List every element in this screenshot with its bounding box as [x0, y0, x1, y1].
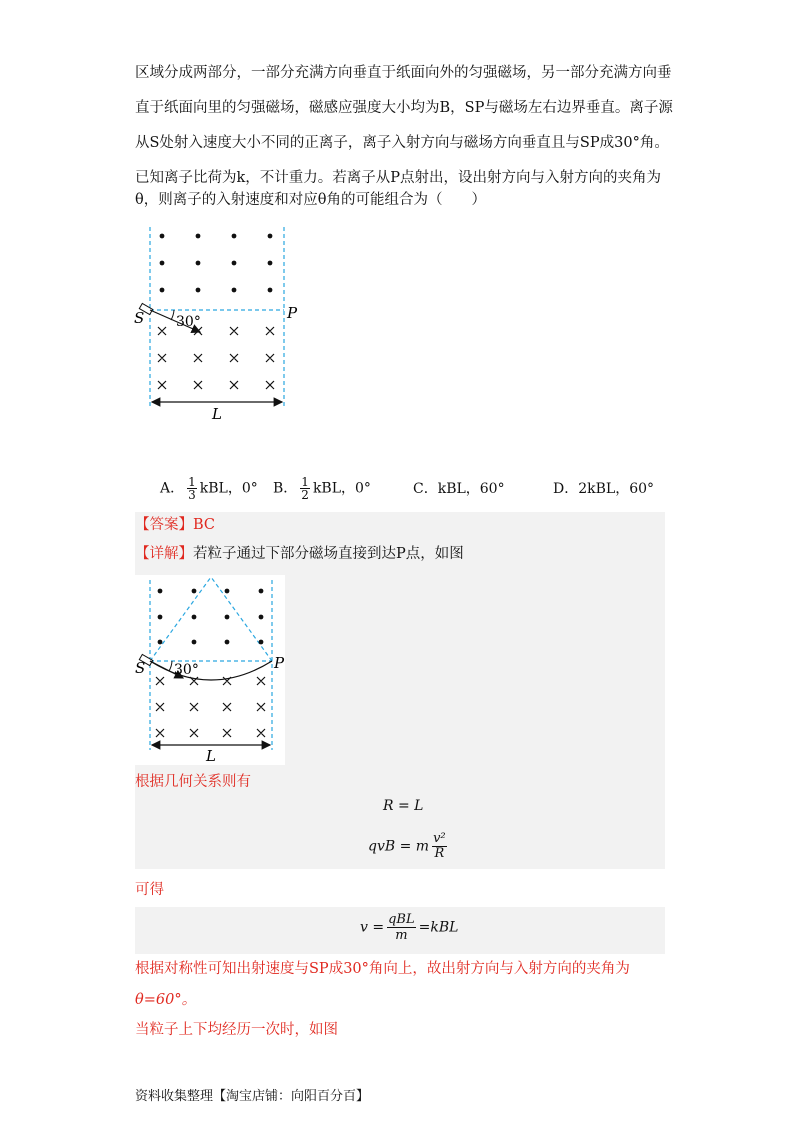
figure-magnetic-field-1: [130, 222, 300, 427]
point-p-label: P: [287, 304, 298, 322]
equation-force: qvB = m $\frac{\text{v²}}{R}$: [368, 831, 446, 861]
problem-line: 直于纸面向里的匀强磁场，磁感应强度大小均为B，SP与磁场左右边界垂直。离子源: [135, 100, 673, 116]
symmetry-text: 根据对称性可知出射速度与SP成30°角向上，故出射方向与入射方向的夹角为: [135, 961, 630, 977]
length-label: L: [206, 747, 216, 765]
detail-line: 【详解】若粒子通过下部分磁场直接到达P点，如图: [135, 546, 464, 562]
answer-line: 【答案】BC: [135, 517, 216, 533]
length-label: L: [212, 405, 222, 423]
equation-r-l: R = L: [383, 798, 424, 814]
problem-line: 已知离子比荷为k，不计重力。若离子从P点射出，设出射方向与入射方向的夹角为: [135, 170, 662, 186]
point-s-label: S: [135, 659, 146, 677]
figure-magnetic-field-2: [135, 575, 285, 765]
angle-label: 30°: [176, 314, 201, 330]
field-out-dots: [160, 234, 273, 293]
footer-source: 资料收集整理【淘宝店铺：向阳百分百】: [135, 1089, 370, 1104]
option-b[interactable]: B． $\frac{1}{2}$ kBL，0°: [273, 475, 371, 502]
theta-result: θ=60°。: [135, 992, 197, 1008]
kede-text: 可得: [135, 882, 164, 898]
point-s-label: S: [134, 309, 145, 327]
next-case-text: 当粒子上下均经历一次时，如图: [135, 1022, 338, 1038]
point-p-label: P: [274, 654, 285, 672]
option-d[interactable]: D．2kBL，60°: [553, 481, 655, 497]
problem-line: 从S处射入速度大小不同的正离子，离子入射方向与磁场方向垂直且与SP成30°角。: [135, 135, 669, 151]
problem-line: 区域分成两部分，一部分充满方向垂直于纸面向外的匀强磁场，另一部分充满方向垂: [135, 65, 672, 81]
angle-label: 30°: [174, 662, 199, 678]
option-a[interactable]: A． $\frac{1}{3}$ kBL，0°: [160, 475, 258, 502]
problem-line: θ，则离子的入射速度和对应θ角的可能组合为（ ）: [135, 192, 486, 208]
field-in-crosses: [158, 327, 274, 389]
option-c[interactable]: C．kBL，60°: [413, 481, 505, 497]
geometry-text: 根据几何关系则有: [135, 774, 251, 790]
equation-velocity: v = $\frac{\text{qBL}}{m}$ =kBL: [360, 912, 459, 943]
